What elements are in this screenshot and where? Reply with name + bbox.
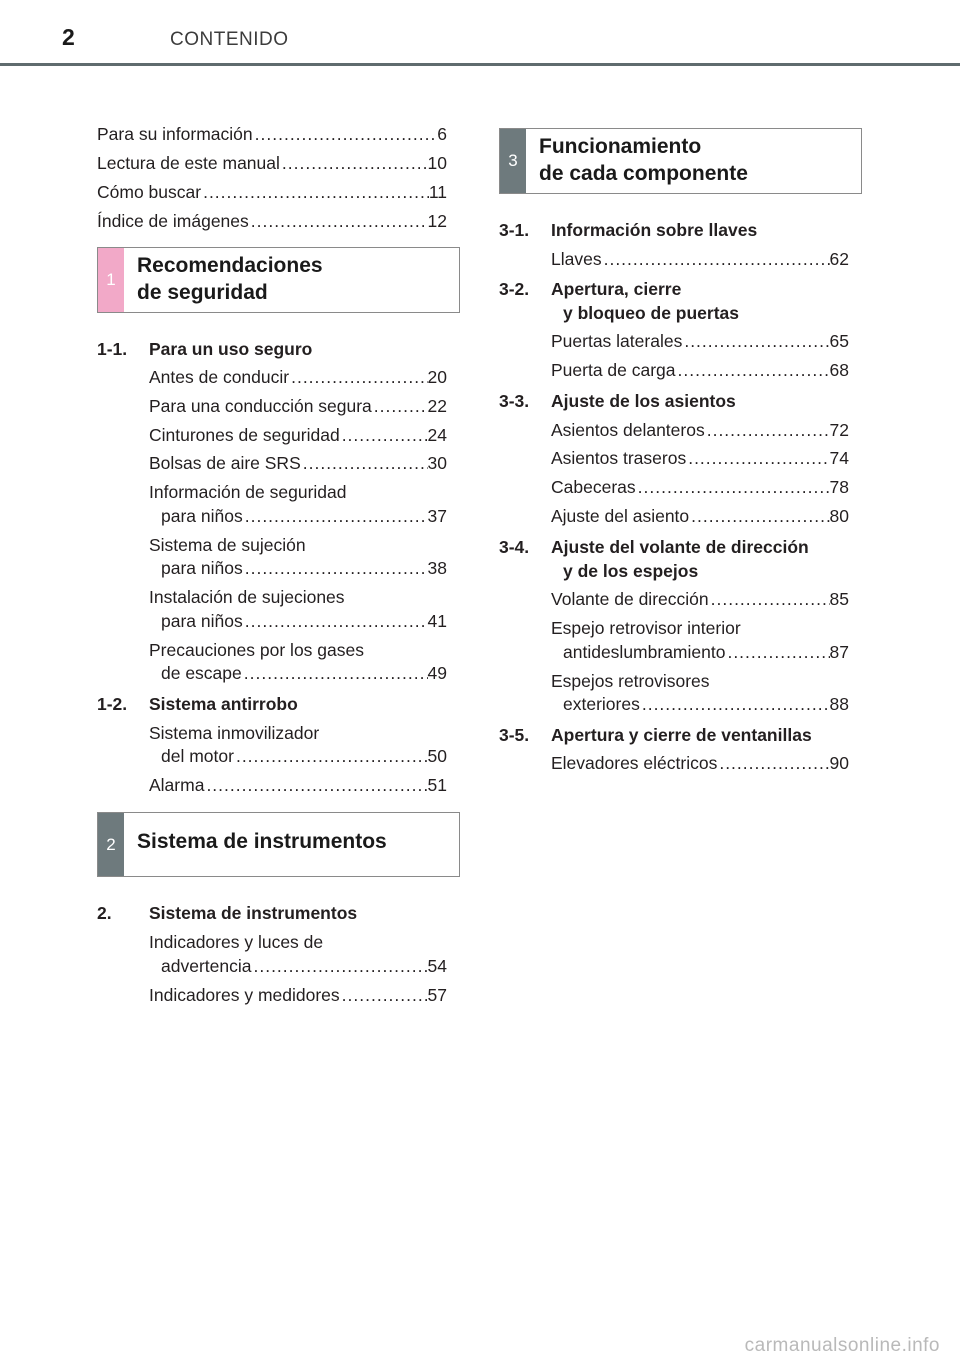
chapter-3-title: Funcionamiento: [539, 135, 702, 158]
toc-entry[interactable]: de escape ..... 49: [161, 661, 447, 685]
toc-entry[interactable]: advertencia ..... 54: [161, 954, 447, 978]
section-heading[interactable]: 3-3. Ajuste de los asientos: [499, 391, 736, 411]
toc-entry-title[interactable]: Información de seguridad: [149, 482, 347, 502]
section-heading-cont: y bloqueo de puertas: [563, 303, 739, 323]
page-number: 2: [62, 24, 75, 50]
toc-entry-title[interactable]: Instalación de sujeciones: [149, 587, 345, 607]
toc-entry[interactable]: Elevadores eléctricos ..... 90: [551, 751, 849, 775]
section-heading[interactable]: 1-1. Para un uso seguro: [97, 339, 313, 359]
chapter-1-title-line2: de seguridad: [137, 281, 268, 304]
chapter-1-tab: 1: [98, 248, 124, 312]
toc-entry[interactable]: Ajuste del asiento ..... 80: [551, 504, 849, 528]
section-heading[interactable]: 1-2. Sistema antirrobo: [97, 694, 298, 714]
toc-entry[interactable]: Cinturones de seguridad ..... 24: [149, 423, 447, 447]
toc-entry[interactable]: Volante de dirección ..... 85: [551, 587, 849, 611]
toc-entry[interactable]: exteriores ..... 88: [563, 692, 849, 716]
toc-entry-title[interactable]: Espejos retrovisores: [551, 671, 710, 691]
watermark: carmanualsonline.info: [744, 1335, 940, 1356]
chapter-2-heading[interactable]: [97, 812, 460, 877]
toc-entry[interactable]: para niños ..... 37: [161, 504, 447, 528]
toc-entry[interactable]: Puerta de carga ..... 68: [551, 358, 849, 382]
toc-entry[interactable]: Cómo buscar ..... 11: [97, 180, 447, 204]
chapter-2-tab: 2: [98, 813, 124, 876]
toc-entry[interactable]: Indicadores y medidores ..... 57: [149, 983, 447, 1007]
page-title: CONTENIDO: [170, 29, 289, 50]
section-heading[interactable]: 3-1. Información sobre llaves: [499, 220, 758, 240]
chapter-1-heading[interactable]: [97, 247, 460, 313]
section-heading[interactable]: 2. Sistema de instrumentos: [97, 903, 358, 923]
toc-entry[interactable]: para niños ..... 41: [161, 609, 447, 633]
section-heading[interactable]: 3-5. Apertura y cierre de ventanillas: [499, 725, 812, 745]
toc-entry[interactable]: Lectura de este manual ..... 10: [97, 151, 447, 175]
toc-entry-title[interactable]: Indicadores y luces de: [149, 932, 324, 952]
chapter-3-heading[interactable]: [499, 128, 862, 194]
toc-entry[interactable]: Bolsas de aire SRS ..... 30: [149, 451, 447, 475]
toc-entry[interactable]: Asientos traseros ..... 74: [551, 446, 849, 470]
chapter-2-title: Sistema de instrumentos: [137, 830, 387, 853]
header-rule: [0, 63, 960, 66]
toc-entry[interactable]: Puertas laterales ..... 65: [551, 329, 849, 353]
toc-entry[interactable]: Para una conducción segura ..... 22: [149, 394, 447, 418]
toc-entry[interactable]: Cabeceras ..... 78: [551, 475, 849, 499]
toc-entry[interactable]: del motor ..... 50: [161, 744, 447, 768]
toc-entry-title[interactable]: Sistema de sujeción: [149, 535, 306, 555]
toc-entry[interactable]: Asientos delanteros ..... 72: [551, 418, 849, 442]
toc-entry[interactable]: Alarma ..... 51: [149, 773, 447, 797]
chapter-1-title: Recomendaciones: [137, 254, 323, 277]
toc-entry[interactable]: Antes de conducir ..... 20: [149, 365, 447, 389]
chapter-3-title-line2: de cada componente: [539, 162, 748, 185]
chapter-3-tab: 3: [500, 129, 526, 193]
toc-entry-title[interactable]: Precauciones por los gases: [149, 640, 364, 660]
toc-entry-title[interactable]: Espejo retrovisor interior: [551, 618, 741, 638]
section-heading[interactable]: 3-4. Ajuste del volante de dirección: [499, 537, 809, 557]
toc-entry-title[interactable]: Sistema inmovilizador: [149, 723, 320, 743]
toc-entry[interactable]: Llaves ..... 62: [551, 247, 849, 271]
section-heading-cont: y de los espejos: [563, 561, 699, 581]
section-heading[interactable]: 3-2. Apertura, cierre: [499, 279, 682, 299]
toc-entry[interactable]: antideslumbramiento ..... 87: [563, 640, 849, 664]
toc-entry[interactable]: para niños ..... 38: [161, 556, 447, 580]
toc-entry[interactable]: Para su información ..... 6: [97, 122, 447, 146]
toc-entry[interactable]: Índice de imágenes ..... 12: [97, 209, 447, 233]
